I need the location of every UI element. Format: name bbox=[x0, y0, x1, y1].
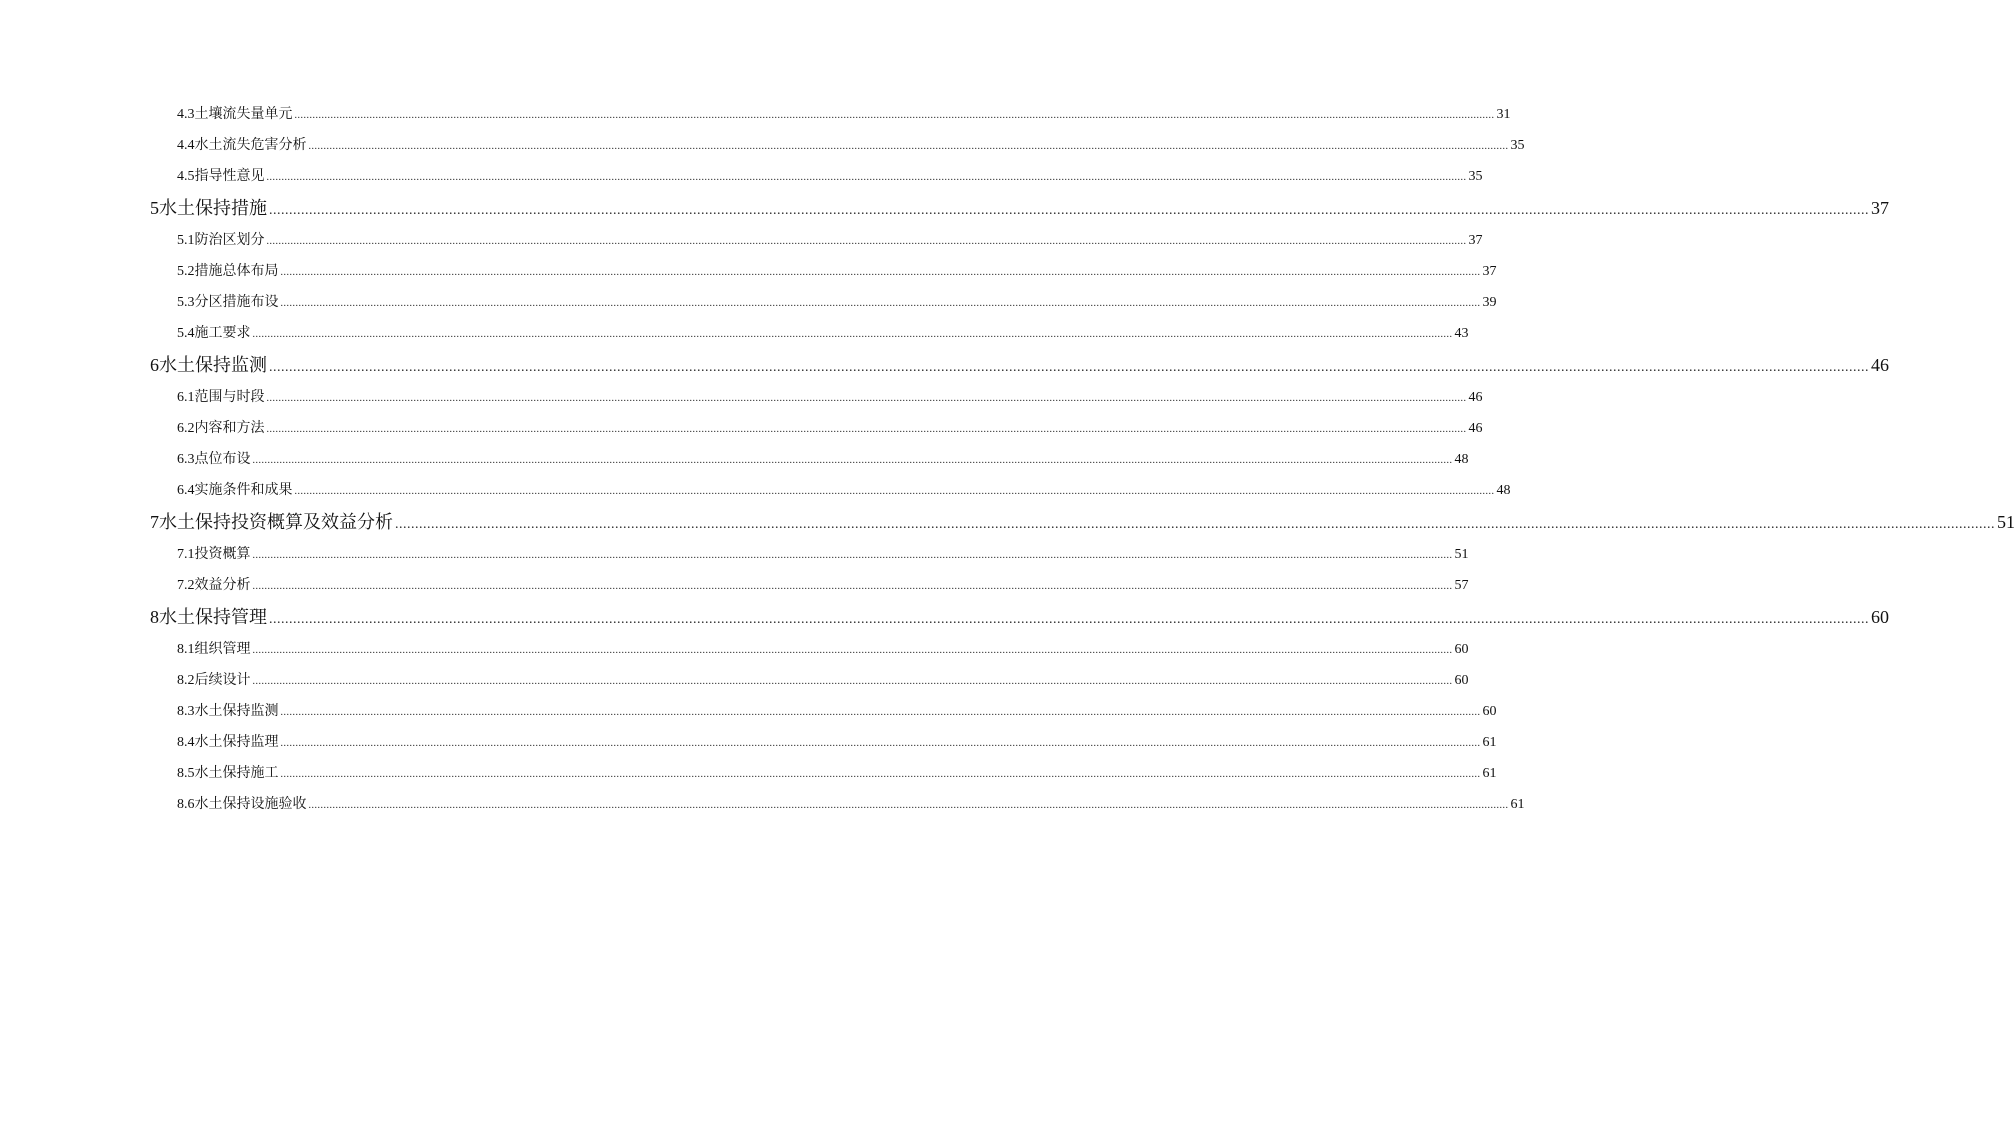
toc-entry-number: 7.1 bbox=[177, 546, 195, 562]
toc-entry-title: 施工要求 bbox=[194, 325, 251, 342]
toc-entry-title: 效益分析 bbox=[194, 576, 251, 593]
toc-entry-number: 6.2 bbox=[177, 420, 195, 436]
toc-entry-title: 水土保持施工 bbox=[194, 764, 279, 781]
toc-entry-page: 37 bbox=[1871, 198, 1889, 219]
toc-dot-leader: ................................................................................................................................................................................................................................................................................................................................................................................................................ bbox=[252, 455, 1453, 467]
toc-dot-leader: ................................................................................................................................................................................................................................................................................................................................................................................................................ bbox=[252, 644, 1453, 656]
toc-dot-leader: ................................................................................................................................................................................................................................................................................................................................................................................................................ bbox=[252, 675, 1453, 687]
toc-entry-title: 组织管理 bbox=[194, 640, 251, 657]
toc-entry bbox=[150, 665, 1469, 696]
toc-entry-page: 46 bbox=[1468, 389, 1483, 405]
toc-entry-number: 7 bbox=[150, 512, 159, 533]
toc-entry-page: 35 bbox=[1510, 138, 1525, 154]
toc-entry-title: 内容和方法 bbox=[194, 419, 265, 436]
toc-entry-number: 5.3 bbox=[177, 295, 195, 311]
toc-dot-leader: ................................................................................................................................................................................................................................................................................................................................................................................................................ bbox=[280, 737, 1481, 749]
toc-entry bbox=[150, 287, 1497, 318]
toc-chapter-entry bbox=[150, 506, 2015, 539]
toc-entry bbox=[150, 727, 1497, 758]
toc-entry-number: 8.2 bbox=[177, 672, 195, 688]
toc-entry-title: 水土保持措施 bbox=[159, 198, 267, 220]
toc-chapter-entry bbox=[150, 349, 1889, 382]
toc-dot-leader: ................................................................................................................................................................................................................................................................................................................................................................................................................ bbox=[308, 141, 1509, 153]
toc-entry-number: 4.3 bbox=[177, 107, 195, 122]
toc-entry bbox=[150, 99, 1511, 130]
toc-entry-page: 48 bbox=[1454, 452, 1469, 468]
toc-entry-page: 31 bbox=[1496, 107, 1511, 122]
toc-entry-page: 46 bbox=[1871, 355, 1889, 376]
toc-entry-page: 37 bbox=[1468, 232, 1483, 248]
toc-entry-page: 39 bbox=[1482, 295, 1497, 311]
toc-entry-page: 35 bbox=[1468, 169, 1483, 185]
toc-dot-leader: ................................................................................................................................................................................................................................................................................................................................................................................................................ bbox=[395, 517, 1995, 533]
toc-entry bbox=[150, 382, 1483, 413]
toc-entry-number: 6 bbox=[150, 355, 159, 376]
toc-entry-title: 防治区划分 bbox=[194, 231, 265, 248]
toc-entry bbox=[150, 225, 1483, 256]
toc-dot-leader: ................................................................................................................................................................................................................................................................................................................................................................................................................ bbox=[266, 392, 1467, 404]
toc-entry-number: 8.6 bbox=[177, 797, 195, 813]
toc-entry-title: 土壤流失量单元 bbox=[194, 106, 293, 122]
toc-dot-leader: ................................................................................................................................................................................................................................................................................................................................................................................................................ bbox=[266, 423, 1467, 435]
toc-entry-page: 60 bbox=[1454, 672, 1469, 688]
toc-entry-title: 水土保持监测 bbox=[194, 702, 279, 719]
toc-entry bbox=[150, 570, 1469, 601]
toc-dot-leader: ................................................................................................................................................................................................................................................................................................................................................................................................................ bbox=[308, 800, 1509, 812]
toc-entry bbox=[150, 318, 1469, 349]
toc-dot-leader: ................................................................................................................................................................................................................................................................................................................................................................................................................ bbox=[294, 110, 1495, 121]
toc-entry-number: 6.1 bbox=[177, 389, 195, 405]
toc-dot-leader: ................................................................................................................................................................................................................................................................................................................................................................................................................ bbox=[252, 329, 1453, 341]
toc-dot-leader: ................................................................................................................................................................................................................................................................................................................................................................................................................ bbox=[280, 298, 1481, 310]
toc-entry-page: 60 bbox=[1482, 703, 1497, 719]
toc-entry-title: 水土保持监测 bbox=[159, 355, 267, 377]
toc-dot-leader: ................................................................................................................................................................................................................................................................................................................................................................................................................ bbox=[269, 360, 1869, 376]
toc-entry-number: 6.4 bbox=[177, 483, 195, 499]
toc-entry-page: 51 bbox=[1454, 546, 1469, 562]
toc-entry-page: 61 bbox=[1510, 797, 1525, 813]
toc-entry-page: 60 bbox=[1454, 641, 1469, 657]
toc-entry-page: 51 bbox=[1997, 512, 2015, 533]
toc-entry-page: 46 bbox=[1468, 420, 1483, 436]
toc-entry-title: 水土保持投资概算及效益分析 bbox=[159, 512, 393, 534]
toc-entry-number: 4.4 bbox=[177, 138, 195, 154]
toc-dot-leader: ................................................................................................................................................................................................................................................................................................................................................................................................................ bbox=[280, 266, 1481, 278]
toc-entry-number: 7.2 bbox=[177, 577, 195, 593]
toc-entry-title: 措施总体布局 bbox=[194, 262, 279, 279]
toc-entry bbox=[150, 696, 1497, 727]
table-of-contents bbox=[150, 99, 2015, 820]
toc-entry bbox=[150, 475, 1511, 506]
toc-entry-title: 指导性意见 bbox=[194, 168, 265, 185]
toc-entry-title: 点位布设 bbox=[194, 451, 251, 468]
toc-dot-leader: ................................................................................................................................................................................................................................................................................................................................................................................................................ bbox=[280, 706, 1481, 718]
toc-dot-leader: ................................................................................................................................................................................................................................................................................................................................................................................................................ bbox=[294, 486, 1495, 498]
toc-entry-number: 8.5 bbox=[177, 765, 195, 781]
toc-entry-page: 48 bbox=[1496, 483, 1511, 499]
toc-entry bbox=[150, 444, 1469, 475]
toc-entry-number: 6.3 bbox=[177, 452, 195, 468]
toc-entry bbox=[150, 789, 1525, 820]
toc-entry-page: 57 bbox=[1454, 577, 1469, 593]
toc-entry bbox=[150, 130, 1525, 161]
toc-entry-page: 43 bbox=[1454, 326, 1469, 342]
toc-entry-title: 范围与时段 bbox=[194, 388, 265, 405]
toc-entry-number: 5.4 bbox=[177, 326, 195, 342]
toc-dot-leader: ................................................................................................................................................................................................................................................................................................................................................................................................................ bbox=[252, 580, 1453, 592]
toc-entry-number: 5.2 bbox=[177, 263, 195, 279]
toc-entry bbox=[150, 161, 1483, 192]
toc-entry bbox=[150, 758, 1497, 789]
toc-entry-title: 水土保持监理 bbox=[194, 733, 279, 750]
toc-dot-leader: ................................................................................................................................................................................................................................................................................................................................................................................................................ bbox=[280, 768, 1481, 780]
toc-chapter-entry bbox=[150, 601, 1889, 634]
toc-dot-leader: ................................................................................................................................................................................................................................................................................................................................................................................................................ bbox=[252, 549, 1453, 561]
toc-entry-number: 5.1 bbox=[177, 232, 195, 248]
toc-entry-title: 投资概算 bbox=[194, 545, 251, 562]
toc-entry-number: 8 bbox=[150, 607, 159, 627]
toc-entry-title: 水土流失危害分析 bbox=[194, 137, 307, 154]
toc-entry-page: 60 bbox=[1871, 607, 1889, 627]
toc-dot-leader: ................................................................................................................................................................................................................................................................................................................................................................................................................ bbox=[269, 612, 1869, 627]
toc-entry-number: 8.3 bbox=[177, 703, 195, 719]
toc-entry-page: 61 bbox=[1482, 734, 1497, 750]
toc-entry-number: 5 bbox=[150, 198, 159, 219]
toc-dot-leader: ................................................................................................................................................................................................................................................................................................................................................................................................................ bbox=[269, 203, 1869, 219]
toc-entry-page: 37 bbox=[1482, 263, 1497, 279]
toc-entry bbox=[150, 539, 1469, 570]
toc-entry-title: 水土保持管理 bbox=[159, 607, 267, 628]
toc-entry bbox=[150, 634, 1469, 665]
toc-entry-number: 8.1 bbox=[177, 641, 195, 657]
toc-entry-number: 8.4 bbox=[177, 734, 195, 750]
toc-entry-title: 后续设计 bbox=[194, 671, 251, 688]
toc-entry bbox=[150, 413, 1483, 444]
toc-dot-leader: ................................................................................................................................................................................................................................................................................................................................................................................................................ bbox=[266, 172, 1467, 184]
toc-entry-title: 分区措施布设 bbox=[194, 294, 279, 311]
toc-entry-title: 实施条件和成果 bbox=[194, 482, 293, 499]
toc-entry bbox=[150, 256, 1497, 287]
toc-entry-number: 4.5 bbox=[177, 169, 195, 185]
toc-entry-title: 水土保持设施验收 bbox=[194, 796, 307, 813]
toc-dot-leader: ................................................................................................................................................................................................................................................................................................................................................................................................................ bbox=[266, 235, 1467, 247]
toc-chapter-entry bbox=[150, 192, 1889, 225]
toc-entry-page: 61 bbox=[1482, 765, 1497, 781]
